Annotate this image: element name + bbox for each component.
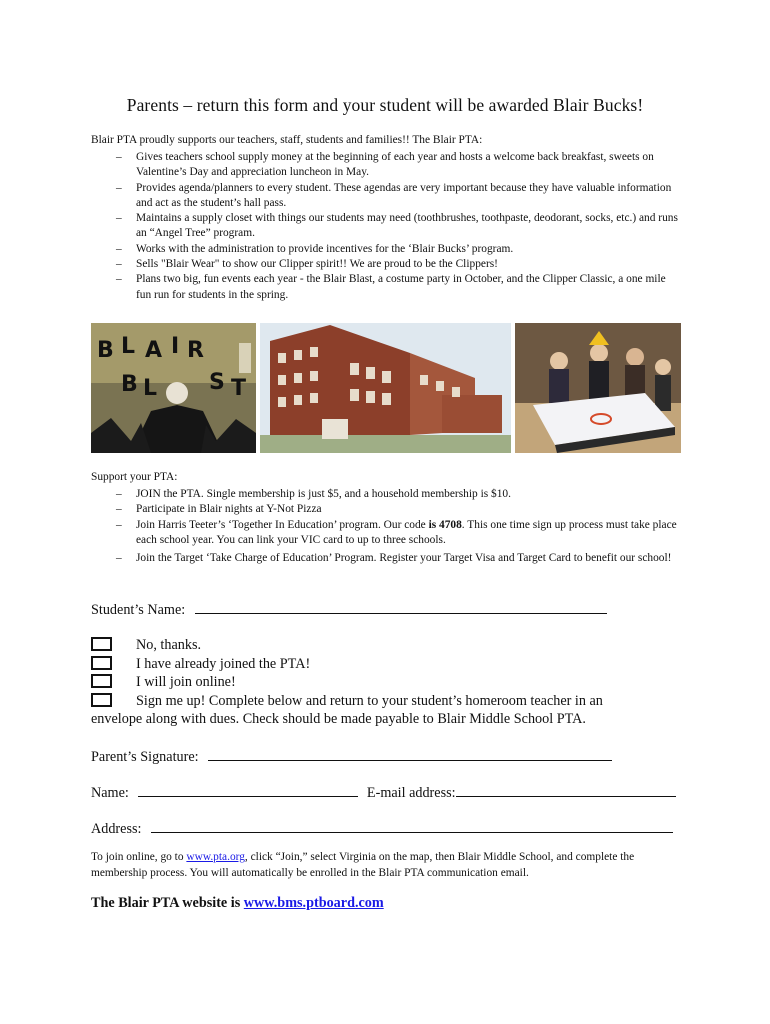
- benefit-item: – Gives teachers school supply money at the beginning of each year and hosts a welcome back breakfast, sweets on Valentine’s Day and appreciation luncheon in May.: [91, 150, 681, 181]
- checkbox[interactable]: [91, 656, 112, 670]
- school-building-photo: [260, 323, 511, 453]
- address-row: [91, 818, 673, 838]
- option-label: I have already joined the PTA!: [136, 655, 311, 672]
- svg-text:I: I: [171, 334, 180, 359]
- benefit-item: – Plans two big, fun events each year - the Blair Blast, a costume party in October, and the Clipper Classic, a one mile fun run for students in the spring.: [91, 272, 681, 303]
- option-label: No, thanks.: [136, 637, 202, 653]
- photo-strip: [91, 323, 681, 453]
- join-text: , click “Join,” select Virginia on the map, then Blair Middle School, and complete the membership process. You will automatically be enrolled in the Blair PTA communication email.: [91, 851, 635, 879]
- event-illustration: [515, 323, 681, 453]
- support-list: [91, 487, 681, 566]
- option-already-joined: [91, 655, 711, 674]
- option-no-thanks: [91, 636, 711, 655]
- support-heading: Support your PTA:: [91, 471, 178, 483]
- svg-text:R: R: [187, 338, 204, 363]
- checkbox[interactable]: [91, 637, 112, 651]
- signature-row: [91, 746, 612, 766]
- option-label: I will join online!: [136, 674, 236, 690]
- support-item-text: . This one time sign up process must take place each school year. You can link your VIC card to up to three schools.: [136, 518, 677, 546]
- website-text: The Blair PTA website is: [91, 895, 244, 911]
- option-label: Sign me up! Complete below and return to your student’s homeroom teacher in an: [136, 692, 603, 709]
- support-item: – Participate in Blair nights at Y-Not Pizza: [91, 502, 681, 517]
- signature-field[interactable]: [208, 746, 612, 761]
- svg-text:S: S: [209, 370, 225, 395]
- student-name-label: Student’s Name:: [91, 602, 186, 618]
- intro-text: Blair PTA proudly supports our teachers, staff, students and families!! The Blair PTA:: [91, 134, 483, 146]
- benefit-item: – Maintains a supply closet with things our students may need (toothbrushes, toothpaste, deodorant, socks, etc.) and runs an “Angel Tree” program.: [91, 211, 681, 242]
- svg-text:L: L: [143, 376, 158, 401]
- page-title: Parents – return this form and your student will be awarded Blair Bucks!: [126, 95, 644, 115]
- benefit-item: – Works with the administration to provide incentives for the ‘Blair Bucks’ program.: [91, 242, 681, 257]
- support-item: [91, 518, 681, 549]
- join-text: To join online, go to: [91, 851, 187, 863]
- blair-blast-photo: [91, 323, 256, 453]
- support-item: – Join the Target ‘Take Charge of Education’ Program. Register your Target Visa and Target Card to benefit our school!: [91, 551, 681, 566]
- option-join-online: [91, 673, 711, 692]
- checkbox[interactable]: [91, 674, 112, 688]
- benefits-list: [91, 150, 681, 303]
- join-online-instructions: [91, 850, 691, 881]
- svg-text:A: A: [145, 338, 163, 363]
- name-field[interactable]: [138, 782, 358, 797]
- school-building-illustration: [260, 323, 511, 453]
- support-item-text: Join Harris Teeter’s ‘Together In Education’ program. Our code: [136, 518, 429, 531]
- svg-text:T: T: [231, 376, 247, 401]
- email-field[interactable]: [456, 782, 676, 797]
- option-continuation: envelope along with dues. Check should be made payable to Blair Middle School PTA.: [91, 711, 586, 727]
- website-link[interactable]: www.bms.ptboard.com: [243, 895, 384, 911]
- student-name-field[interactable]: [195, 599, 607, 614]
- website-line: [91, 895, 384, 912]
- student-name-row: [91, 599, 607, 619]
- name-email-row: [91, 782, 676, 802]
- option-sign-me-up: [91, 692, 711, 711]
- support-item: – JOIN the PTA. Single membership is just $5, and a household membership is $10.: [91, 487, 681, 502]
- air-hockey-event-photo: [515, 323, 681, 453]
- benefit-item: – Sells "Blair Wear" to show our Clipper spirit!! We are proud to be the Clippers!: [91, 257, 681, 272]
- signature-label: Parent’s Signature:: [91, 749, 199, 765]
- checkbox[interactable]: [91, 693, 112, 707]
- blair-blast-illustration: [91, 323, 256, 453]
- options-list: [91, 636, 711, 710]
- svg-text:L: L: [121, 334, 136, 359]
- email-label: E-mail address:: [366, 785, 456, 801]
- address-label: Address:: [91, 821, 142, 837]
- store-code: is 4708: [428, 518, 462, 531]
- benefit-item: – Provides agenda/planners to every student. These agendas are very important because they have valuable information and act as the student’s hall pass.: [91, 181, 681, 212]
- pta-link[interactable]: www.pta.org: [186, 851, 245, 863]
- svg-text:B: B: [121, 372, 138, 397]
- address-field[interactable]: [151, 818, 673, 833]
- svg-text:B: B: [97, 338, 114, 363]
- name-label: Name:: [91, 785, 129, 801]
